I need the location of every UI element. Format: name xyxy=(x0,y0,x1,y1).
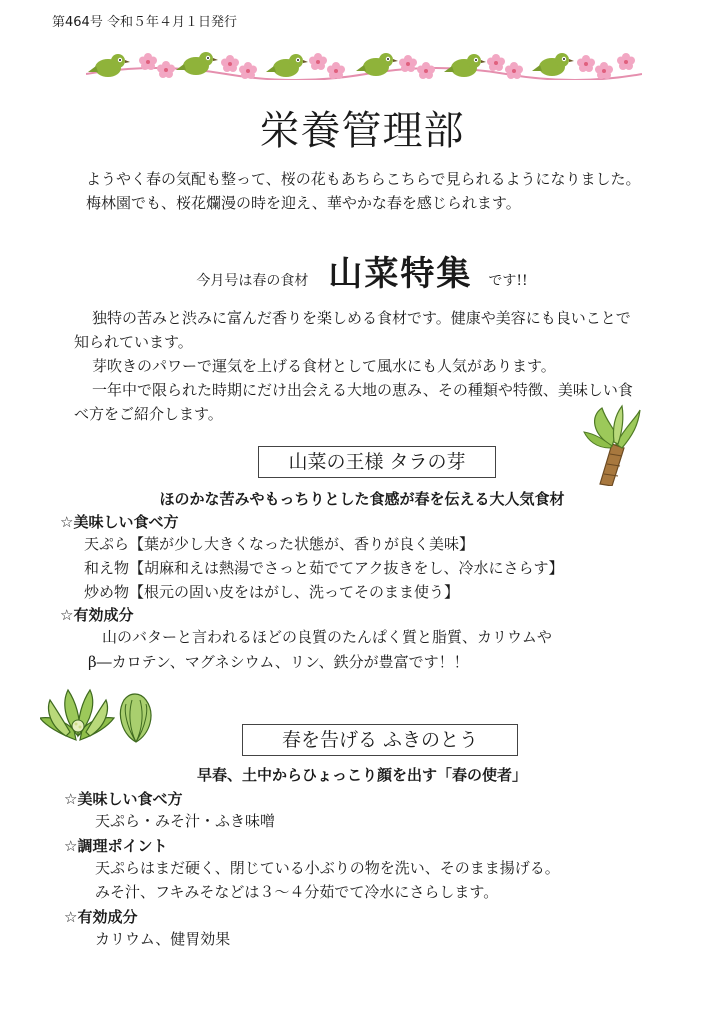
list-item: 和え物【胡麻和えは熱湯でさっと茹でてアク抜きをし、冷水にさらす】 xyxy=(84,559,564,577)
tara-nutrient-heading: ☆有効成分 xyxy=(60,606,134,624)
feature-prefix: 今月号は春の食材 xyxy=(196,273,309,289)
intro-line: 梅林園でも、桜花爛漫の時を迎え、華やかな春を感じられます。 xyxy=(86,194,521,212)
tara-section-title: 山菜の王様 タラの芽 xyxy=(258,446,496,478)
description-line: 芽吹きのパワーで運気を上げる食材として風水にも人気があります。 xyxy=(92,357,556,375)
description-line: 一年中で限られた時期にだけ出会える大地の恵み、その種類や特徴、美味しい食 xyxy=(92,381,633,399)
list-item: 天ぷら・みそ汁・ふき味噌 xyxy=(95,812,276,830)
description-line: べ方をご紹介します。 xyxy=(74,405,223,423)
list-item: 天ぷら【葉が少し大きくなった状態が、香りが良く美味】 xyxy=(84,535,475,553)
list-item: みそ汁、フキみそなどは３～４分茹でて冷水にさらします。 xyxy=(95,883,499,901)
fukinoto-illustration xyxy=(40,686,162,746)
nutrient-line: β―カロテン、マグネシウム、リン、鉄分が豊富です！！ xyxy=(88,653,469,671)
list-item: 炒め物【根元の固い皮をはがし、洗ってそのまま使う】 xyxy=(84,583,460,601)
fuki-cooking-heading: ☆調理ポイント xyxy=(64,837,168,855)
list-item: 天ぷらはまだ硬く、閉じている小ぶりの物を洗い、そのまま揚げる。 xyxy=(95,859,560,877)
spring-banner-illustration xyxy=(86,44,642,80)
tara-tasty-heading: ☆美味しい食べ方 xyxy=(60,513,179,531)
page-title: 栄養管理部 xyxy=(259,108,465,154)
tara-tagline: ほのかな苦みやもっちりとした食感が春を伝える大人気食材 xyxy=(159,490,565,508)
issue-line: 第464号 令和５年４月１日発行 xyxy=(52,15,237,30)
intro-line: ようやく春の気配も整って、桜の花もあちらこちらで見られるようになりました。 xyxy=(86,170,641,188)
nutrient-line: 山のバターと言われるほどの良質のたんぱく質と脂質、カリウムや xyxy=(102,628,552,646)
list-item: カリウム、健胃効果 xyxy=(95,930,231,948)
description-line: 知られています。 xyxy=(74,333,193,351)
fuki-section-title: 春を告げる ふきのとう xyxy=(242,724,518,756)
feature-suffix: です!! xyxy=(488,273,528,289)
fuki-tagline: 早春、土中からひょっこり顔を出す「春の使者」 xyxy=(196,766,527,784)
feature-heading xyxy=(0,246,724,295)
feature-main: 山菜特集 xyxy=(328,254,473,294)
fuki-tasty-heading: ☆美味しい食べ方 xyxy=(64,790,183,808)
description-line: 独特の苦みと渋みに富んだ香りを楽しめる食材です。健康や美容にも良いことで xyxy=(92,309,631,327)
fuki-nutrient-heading: ☆有効成分 xyxy=(64,908,138,926)
tara-sprout-illustration xyxy=(582,404,642,486)
